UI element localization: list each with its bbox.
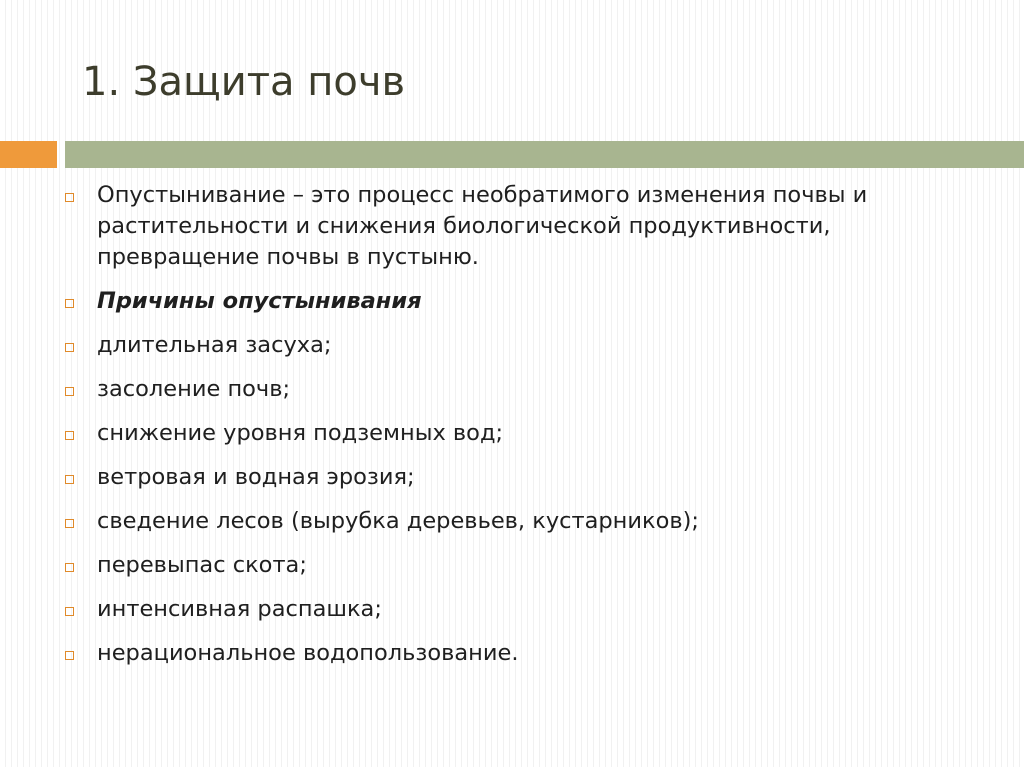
square-outline-bullet-icon (65, 519, 74, 528)
bullet-item-definition (60, 180, 960, 273)
bullet-item-plowing (60, 594, 960, 625)
bullet-text: интенсивная распашка; (97, 596, 382, 622)
square-outline-bullet-icon (65, 651, 74, 660)
square-outline-bullet-icon (65, 563, 74, 572)
bullet-text: засоление почв; (97, 376, 291, 402)
bullet-text: длительная засуха; (97, 332, 332, 358)
bullet-text: ветровая и водная эрозия; (97, 464, 415, 490)
square-outline-bullet-icon (65, 387, 74, 396)
bullet-item-groundwater (60, 418, 960, 449)
bullet-list (60, 180, 960, 682)
bullet-item-overgrazing (60, 550, 960, 581)
square-outline-bullet-icon (65, 193, 74, 202)
bullet-text: снижение уровня подземных вод; (97, 420, 504, 446)
slide-title: 1. Защита почв (82, 59, 406, 105)
bullet-text: сведение лесов (вырубка деревьев, кустарников); (97, 508, 699, 534)
bullet-text: Опустынивание – это процесс необратимого изменения почвы и растительности и снижения биологической продуктивности, превращение почвы в пустыню. (97, 182, 868, 270)
square-outline-bullet-icon (65, 343, 74, 352)
square-outline-bullet-icon (65, 431, 74, 440)
bullet-item-causes-heading (60, 286, 960, 317)
bullet-item-salinization (60, 374, 960, 405)
bullet-text: перевыпас скота; (97, 552, 307, 578)
title-divider (0, 141, 1024, 168)
bullet-item-water-use (60, 638, 960, 669)
square-outline-bullet-icon (65, 475, 74, 484)
square-outline-bullet-icon (65, 299, 74, 308)
bullet-item-erosion (60, 462, 960, 493)
bullet-text: нерациональное водопользование. (97, 640, 519, 666)
bullet-text: Причины опустынивания (97, 288, 422, 314)
square-outline-bullet-icon (65, 607, 74, 616)
bullet-item-deforestation (60, 506, 960, 537)
divider-bar (65, 141, 1024, 168)
divider-accent-block (0, 141, 57, 168)
bullet-item-drought (60, 330, 960, 361)
